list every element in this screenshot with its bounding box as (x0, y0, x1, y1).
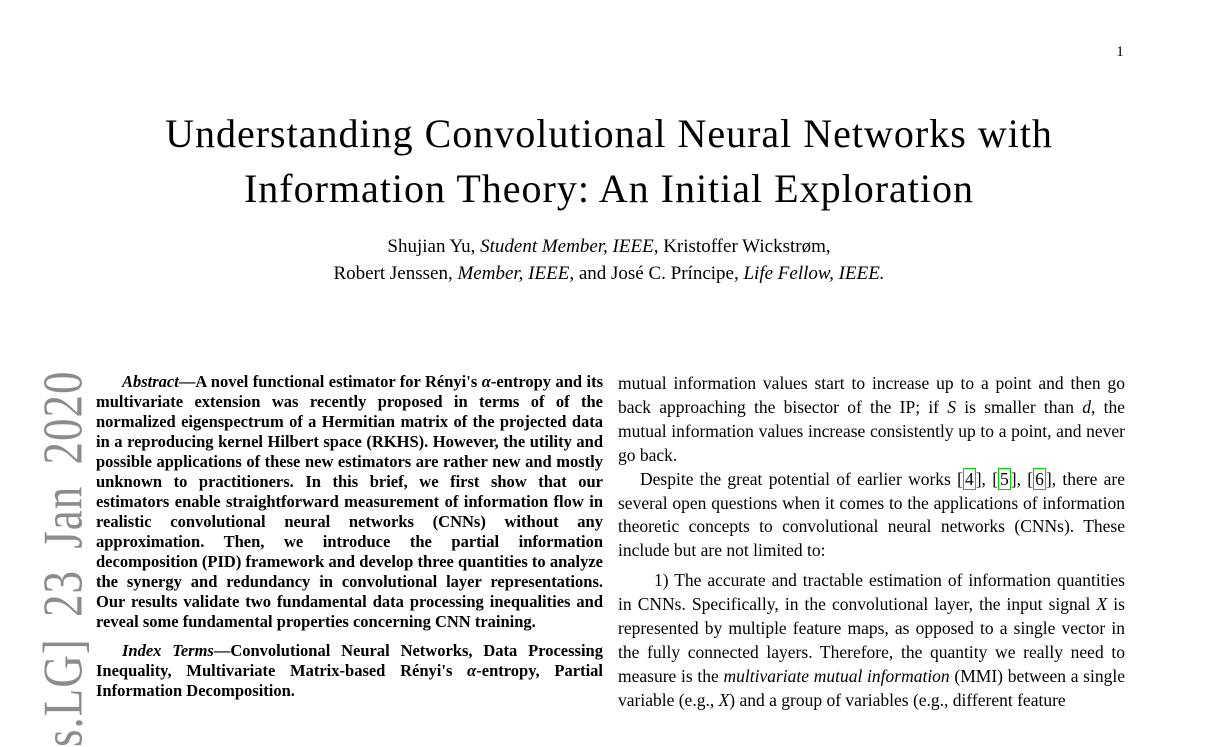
text-segment: -entropy, Partial Information Decomposition. (96, 661, 603, 700)
text-segment: ], there are several open questions when it comes to the applications of information theoretic concepts to convolutional neural networks (CNNs). These include but are not limited to: (618, 468, 1126, 561)
index-terms-paragraph (96, 641, 603, 701)
text-segment: Kristoffer Wickstrøm, (658, 236, 831, 257)
text-segment: multivariate mutual information (723, 665, 950, 686)
text-segment: , the mutual information values increase consistently up to a point, and never go back. (618, 396, 1125, 465)
text-segment: —Convolutional Neural Networks, Data Processing Inequality, Multivariate Matrix-based Rényi's (96, 641, 603, 680)
abstract-paragraph (96, 372, 603, 632)
text-segment: is smaller than (956, 396, 1083, 417)
paper-title-line-2: Information Theory: An Initial Exploration (243, 166, 974, 211)
body-paragraph (618, 372, 1125, 468)
left-column (96, 372, 603, 701)
text-segment: ], [ (1010, 468, 1034, 489)
text-segment: α (467, 661, 477, 680)
text-segment: Life Fellow, IEEE. (743, 263, 885, 284)
text-segment: —A novel functional estimator for Rényi's (178, 372, 482, 391)
page-number: 1 (1116, 44, 1124, 60)
right-column (618, 372, 1125, 713)
text-segment: and José C. Príncipe, (574, 263, 744, 284)
text-segment: α (481, 372, 491, 391)
arxiv-watermark: s.LG] 23 Jan 2020 (31, 370, 94, 747)
body-paragraph (618, 569, 1125, 712)
text-segment: ], [ (975, 468, 999, 489)
text-segment: Shujian Yu, (387, 236, 481, 257)
text-segment: ) and a group of variables (e.g., different feature (729, 689, 1066, 710)
text-segment: Index Terms (122, 641, 214, 660)
text-segment: X (1096, 594, 1108, 615)
body-paragraph (618, 468, 1125, 564)
text-segment: Student Member, IEEE, (480, 236, 659, 257)
text-segment: S (947, 396, 956, 417)
paper-title (0, 106, 1218, 216)
author-list (0, 233, 1218, 287)
citation-link[interactable]: 4 (964, 468, 974, 489)
text-segment: Robert Jenssen, (333, 263, 458, 284)
text-segment: Despite the great potential of earlier works [ (640, 468, 963, 489)
text-segment: (MMI) between a single variable (e.g., (618, 665, 1125, 710)
text-segment: X (718, 689, 730, 710)
text-segment: 1) The accurate and tractable estimation of information quantities in CNNs. Specifically, in the convolutional layer, the input signal (618, 570, 1125, 615)
text-segment: Member, IEEE, (457, 263, 575, 284)
text-segment: Abstract (122, 372, 179, 391)
text-segment: is represented by multiple feature maps, as opposed to a single vector in the fully connected layers. Therefore, the quantity we really need to measure is the (618, 594, 1125, 686)
paper-title-line-1: Understanding Convolutional Neural Networks with (165, 111, 1053, 156)
author-line-1 (0, 233, 1218, 260)
text-segment: -entropy and its multivariate extension was recently proposed in terms of of the normalized eigenspectrum of a Hermitian matrix of the projected data in a reproducing kernel Hilbert space (RKHS). However, the utility and possible applications of these new estimators are rather new and mostly unknown to practitioners. In this brief, we first show that our estimators enable straightforward measurement of information flow in realistic convolutional neural networks (CNNs) without any approximation. Then, we introduce the partial information decomposition (PID) framework and develop three quantities to analyze the synergy and redundancy in convolutional layer representations. Our results validate two fundamental data processing inequalities and reveal some fundamental properties concerning CNN training. (96, 372, 603, 631)
text-segment: d (1082, 396, 1091, 417)
text-segment: mutual information values start to increase up to a point and then go back approaching the bisector of the IP; if (618, 373, 1125, 417)
author-line-2 (0, 260, 1218, 287)
citation-link[interactable]: 6 (1035, 468, 1044, 489)
citation-link[interactable]: 5 (1000, 468, 1009, 489)
